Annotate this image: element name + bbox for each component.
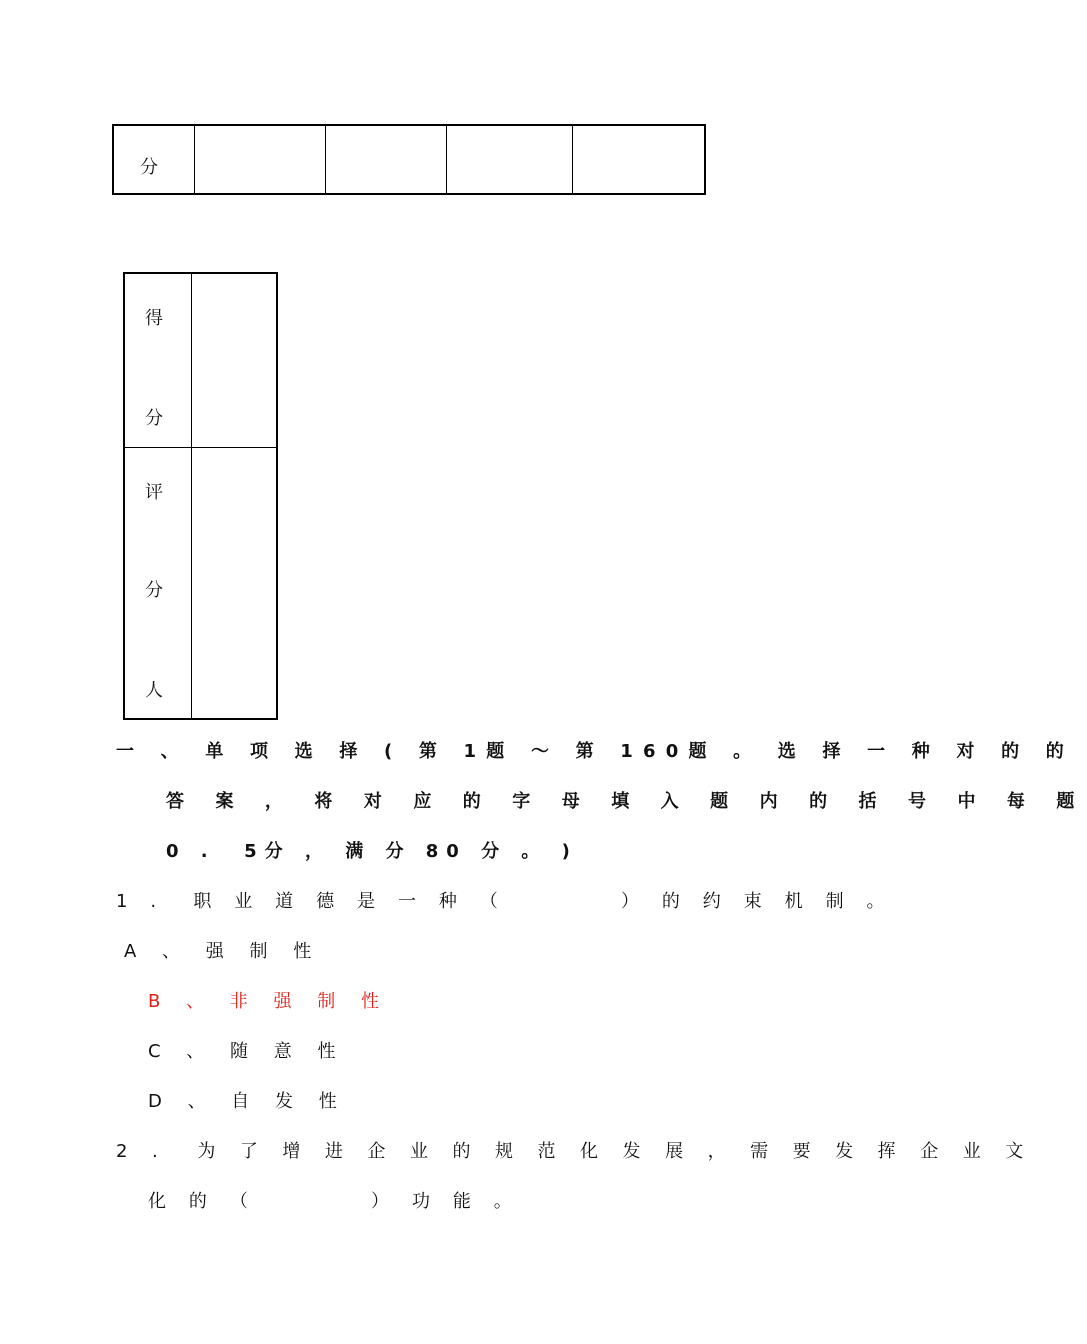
- question-2-stem-line-1: 2 . 为 了 增 进 企 业 的 规 范 化 发 展 ， 需 要 发 挥 企 业 文: [116, 1141, 1033, 1162]
- grader-char-1: 评: [145, 482, 163, 503]
- score-summary-table: [112, 124, 706, 195]
- grading-row-score: [125, 274, 276, 448]
- section-heading-line-1: 一 、 单 项 选 择 ( 第 1题 ～ 第 160题 。 选 择 一 种 对 的 的: [116, 741, 1074, 762]
- grader-input-cell[interactable]: [193, 448, 276, 718]
- score-cell-2[interactable]: [326, 126, 447, 193]
- score-label-cell: [114, 126, 195, 193]
- score-cell-3[interactable]: [447, 126, 573, 193]
- score-char-2: 分: [145, 408, 163, 429]
- grading-table: [123, 272, 278, 720]
- grading-row-grader: [125, 448, 276, 718]
- score-input-cell[interactable]: [193, 274, 276, 447]
- column-divider: [191, 448, 192, 718]
- question-2-stem-line-2: 化 的 （ ） 功 能 。: [148, 1191, 521, 1212]
- score-label: 分: [140, 157, 158, 178]
- question-1-option-a[interactable]: A 、 强 制 性: [124, 941, 322, 962]
- column-divider: [191, 274, 192, 447]
- section-heading-line-3: 0 . 5分 ， 满 分 80 分 。 ): [166, 841, 578, 862]
- question-1-stem: 1 . 职 业 道 德 是 一 种 （ ） 的 约 束 机 制 。: [116, 891, 894, 912]
- question-1-option-c[interactable]: C 、 随 意 性: [148, 1041, 346, 1062]
- score-cell-1[interactable]: [195, 126, 326, 193]
- question-1-option-b[interactable]: B 、 非 强 制 性: [148, 991, 389, 1012]
- grader-char-2: 分: [145, 580, 163, 601]
- score-cell-4[interactable]: [573, 126, 704, 193]
- grader-char-3: 人: [145, 680, 163, 701]
- score-char-1: 得: [145, 308, 163, 329]
- section-heading-line-2: 答 案 ， 将 对 应 的 字 母 填 入 题 内 的 括 号 中 每 题: [166, 791, 1087, 812]
- question-1-option-d[interactable]: D 、 自 发 性: [148, 1091, 347, 1112]
